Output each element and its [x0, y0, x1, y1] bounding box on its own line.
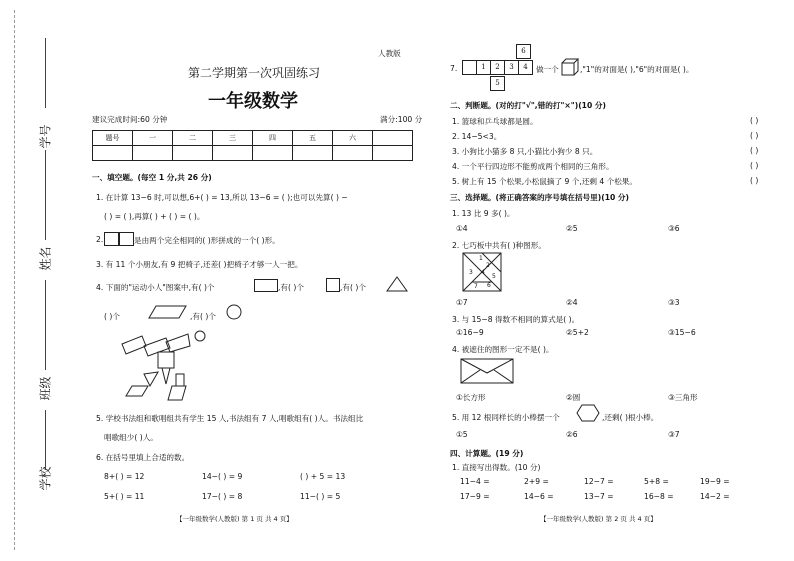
q4-text-b: ,有( )个 [278, 283, 304, 292]
score-cell[interactable] [253, 146, 293, 161]
judge-item: 4. 一个平行四边形不能剪成两个相同的三角形。 [452, 162, 614, 171]
school-label: 学校 [38, 466, 53, 491]
option[interactable]: ①长方形 [456, 393, 486, 402]
score-cell[interactable] [93, 146, 133, 161]
score-cell[interactable] [373, 146, 413, 161]
choice-q5: 5. 用 12 根同样长的小棒摆一个 [452, 413, 560, 422]
calc-title: 1. 直接写出得数。(10 分) [452, 463, 541, 472]
q1-line2: ( ) = ( ),再算( ) + ( ) = ( )。 [104, 212, 205, 221]
q6-eq: ( ) + 5 = 13 [300, 472, 346, 481]
section3-title: 三、选择题。(将正确答案的序号填在括号里)(10 分) [450, 193, 629, 202]
answer-paren[interactable]: ( ) [750, 131, 759, 140]
answer-paren[interactable]: ( ) [750, 176, 759, 185]
q7-text: 做一个 [536, 65, 559, 74]
answer-paren[interactable]: ( ) [750, 146, 759, 155]
q4-text-c: ,有( )个 [340, 283, 366, 292]
q6-eq: 8+( ) = 12 [104, 472, 145, 481]
envelope-image [460, 358, 514, 384]
score-col: 四 [253, 131, 293, 146]
option[interactable]: ①7 [456, 298, 468, 307]
calc-item: 13−7 = [584, 492, 614, 501]
calc-item: 2+9 = [524, 477, 549, 486]
calc-item: 14−6 = [524, 492, 554, 501]
parallelogram-shape [148, 305, 188, 319]
q5-line1: 5. 学校书法组和歌唱组共有学生 15 人,书法组有 7 人,唱歌组有( )人。书法组比 [96, 414, 364, 423]
option[interactable]: ①5 [456, 430, 468, 439]
score-col: 二 [173, 131, 213, 146]
cube-cell: 6 [516, 44, 531, 59]
q6-eq: 5+( ) = 11 [104, 492, 145, 501]
class-line [45, 280, 46, 370]
score-col: 六 [333, 131, 373, 146]
score-table [92, 130, 413, 161]
edition-label: 人教版 [378, 49, 401, 58]
school-line [45, 410, 46, 470]
option[interactable]: ①16−9 [456, 328, 484, 337]
cube-cell: 1 [476, 60, 491, 75]
q7-text-b: ,"1"的对面是( ),"6"的对面是( )。 [580, 65, 694, 74]
section2-title: 二、判断题。(对的打"√",错的打"×")(10 分) [450, 101, 606, 110]
cube-cell: 5 [490, 76, 505, 91]
q4-text-e: ,有( )个 [190, 312, 216, 321]
option[interactable]: ③三角形 [668, 393, 698, 402]
score-cell[interactable] [293, 146, 333, 161]
circle-shape [226, 304, 242, 320]
hexagon-shape [576, 404, 600, 422]
choice-q1: 1. 13 比 9 多( )。 [452, 209, 515, 218]
option[interactable]: ②5+2 [566, 328, 589, 337]
q6-eq: 17−( ) = 8 [202, 492, 243, 501]
score-header: 题号 [93, 131, 133, 146]
q4-text-a: 4. 下面的"运动小人"图案中,有( )个 [96, 283, 215, 292]
tangram-label: 7 [474, 283, 478, 290]
tangram-label: 3 [469, 269, 473, 276]
q4-text-d: ( )个 [104, 312, 120, 321]
tangram-image [462, 252, 502, 292]
q6-text: 6. 在括号里填上合适的数。 [96, 453, 190, 462]
cube-cell: 3 [504, 60, 519, 75]
option[interactable]: ②4 [566, 298, 578, 307]
option[interactable]: ③15−6 [668, 328, 696, 337]
cube-cell [462, 60, 477, 75]
tangram-label: 4 [481, 269, 485, 276]
calc-item: 17−9 = [460, 492, 490, 501]
judge-item: 3. 小狗比小猫多 8 只,小猫比小狗少 8 只。 [452, 147, 598, 156]
binding-line [14, 10, 15, 550]
q2-text: 是由两个完全相同的( )形拼成的一个( )形。 [134, 236, 280, 245]
section4-title: 四、计算题。(19 分) [450, 449, 524, 458]
square-shape [118, 232, 134, 246]
score-col [373, 131, 413, 146]
judge-item: 1. 篮球和乒乓球都是圆。 [452, 117, 538, 126]
exam-subtitle: 第二学期第一次巩固练习 [188, 66, 321, 80]
square-shape [326, 278, 340, 292]
score-col: 三 [213, 131, 253, 146]
choice-q5-b: ,还剩( )根小棒。 [602, 413, 659, 422]
cube-cell: 2 [490, 60, 505, 75]
judge-item: 2. 14−5<3。 [452, 132, 502, 141]
section1-title: 一、填空题。(每空 1 分,共 26 分) [92, 173, 212, 182]
footer-right: 【一年级数学(人教版) 第 2 页 共 4 页】 [540, 515, 657, 523]
exam-title: 一年级数学 [208, 91, 298, 112]
score-col: 五 [293, 131, 333, 146]
tangram-label: 5 [492, 273, 496, 280]
option[interactable]: ③7 [668, 430, 680, 439]
choice-q3: 3. 与 15−8 得数不相同的算式是( )。 [452, 315, 580, 324]
number-line [45, 38, 46, 108]
q7-number: 7. [450, 64, 458, 73]
option[interactable]: ①4 [456, 224, 468, 233]
full-score-label: 满分:100 分 [380, 115, 423, 124]
calc-item: 5+8 = [644, 477, 669, 486]
motion-figure-image [120, 324, 220, 406]
class-label: 班级 [38, 376, 53, 401]
option[interactable]: ③3 [668, 298, 680, 307]
cube-cell: 4 [518, 60, 533, 75]
q6-eq: 11−( ) = 5 [300, 492, 341, 501]
choice-q4: 4. 被遮住的图形一定不是( )。 [452, 345, 554, 354]
q3-text: 3. 有 11 个小朋友,有 9 把椅子,还差( )把椅子才够一人一把。 [96, 260, 303, 269]
score-cell[interactable] [333, 146, 373, 161]
option[interactable]: ②圆 [566, 393, 581, 402]
q1-line1: 1. 在计算 13−6 时,可以想,6+( ) = 13,所以 13−6 = ( );也可以先算( ) − [96, 193, 348, 202]
calc-item: 11−4 = [460, 477, 490, 486]
answer-paren[interactable]: ( ) [750, 161, 759, 170]
choice-q2: 2. 七巧板中共有( )种图形。 [452, 241, 546, 250]
calc-item: 16−8 = [644, 492, 674, 501]
calc-item: 14−2 = [700, 492, 730, 501]
tangram-label: 6 [487, 282, 491, 289]
time-label: 建议完成时间:60 分钟 [92, 115, 168, 124]
score-cell[interactable] [133, 146, 173, 161]
calc-item: 19−9 = [700, 477, 730, 486]
name-label: 姓名 [38, 246, 53, 271]
option[interactable]: ②6 [566, 430, 578, 439]
q6-eq: 14−( ) = 9 [202, 472, 243, 481]
option[interactable]: ③6 [668, 224, 680, 233]
tangram-label: 1 [479, 255, 483, 262]
score-cell[interactable] [213, 146, 253, 161]
option[interactable]: ②5 [566, 224, 578, 233]
score-col: 一 [133, 131, 173, 146]
q2-number: 2. [96, 235, 104, 244]
triangle-shape [386, 276, 408, 292]
cube-icon [561, 58, 579, 76]
footer-left: 【一年级数学(人教版) 第 1 页 共 4 页】 [176, 515, 293, 523]
q5-line2: 唱歌组少( )人。 [104, 433, 158, 442]
tangram-label: 2 [486, 262, 490, 269]
calc-item: 12−7 = [584, 477, 614, 486]
answer-paren[interactable]: ( ) [750, 116, 759, 125]
judge-item: 5. 树上有 15 个松果,小松鼠摘了 9 个,还剩 4 个松果。 [452, 177, 637, 186]
score-cell[interactable] [173, 146, 213, 161]
number-label: 学号 [38, 124, 53, 149]
name-line [45, 150, 46, 240]
rectangle-shape [254, 279, 278, 292]
